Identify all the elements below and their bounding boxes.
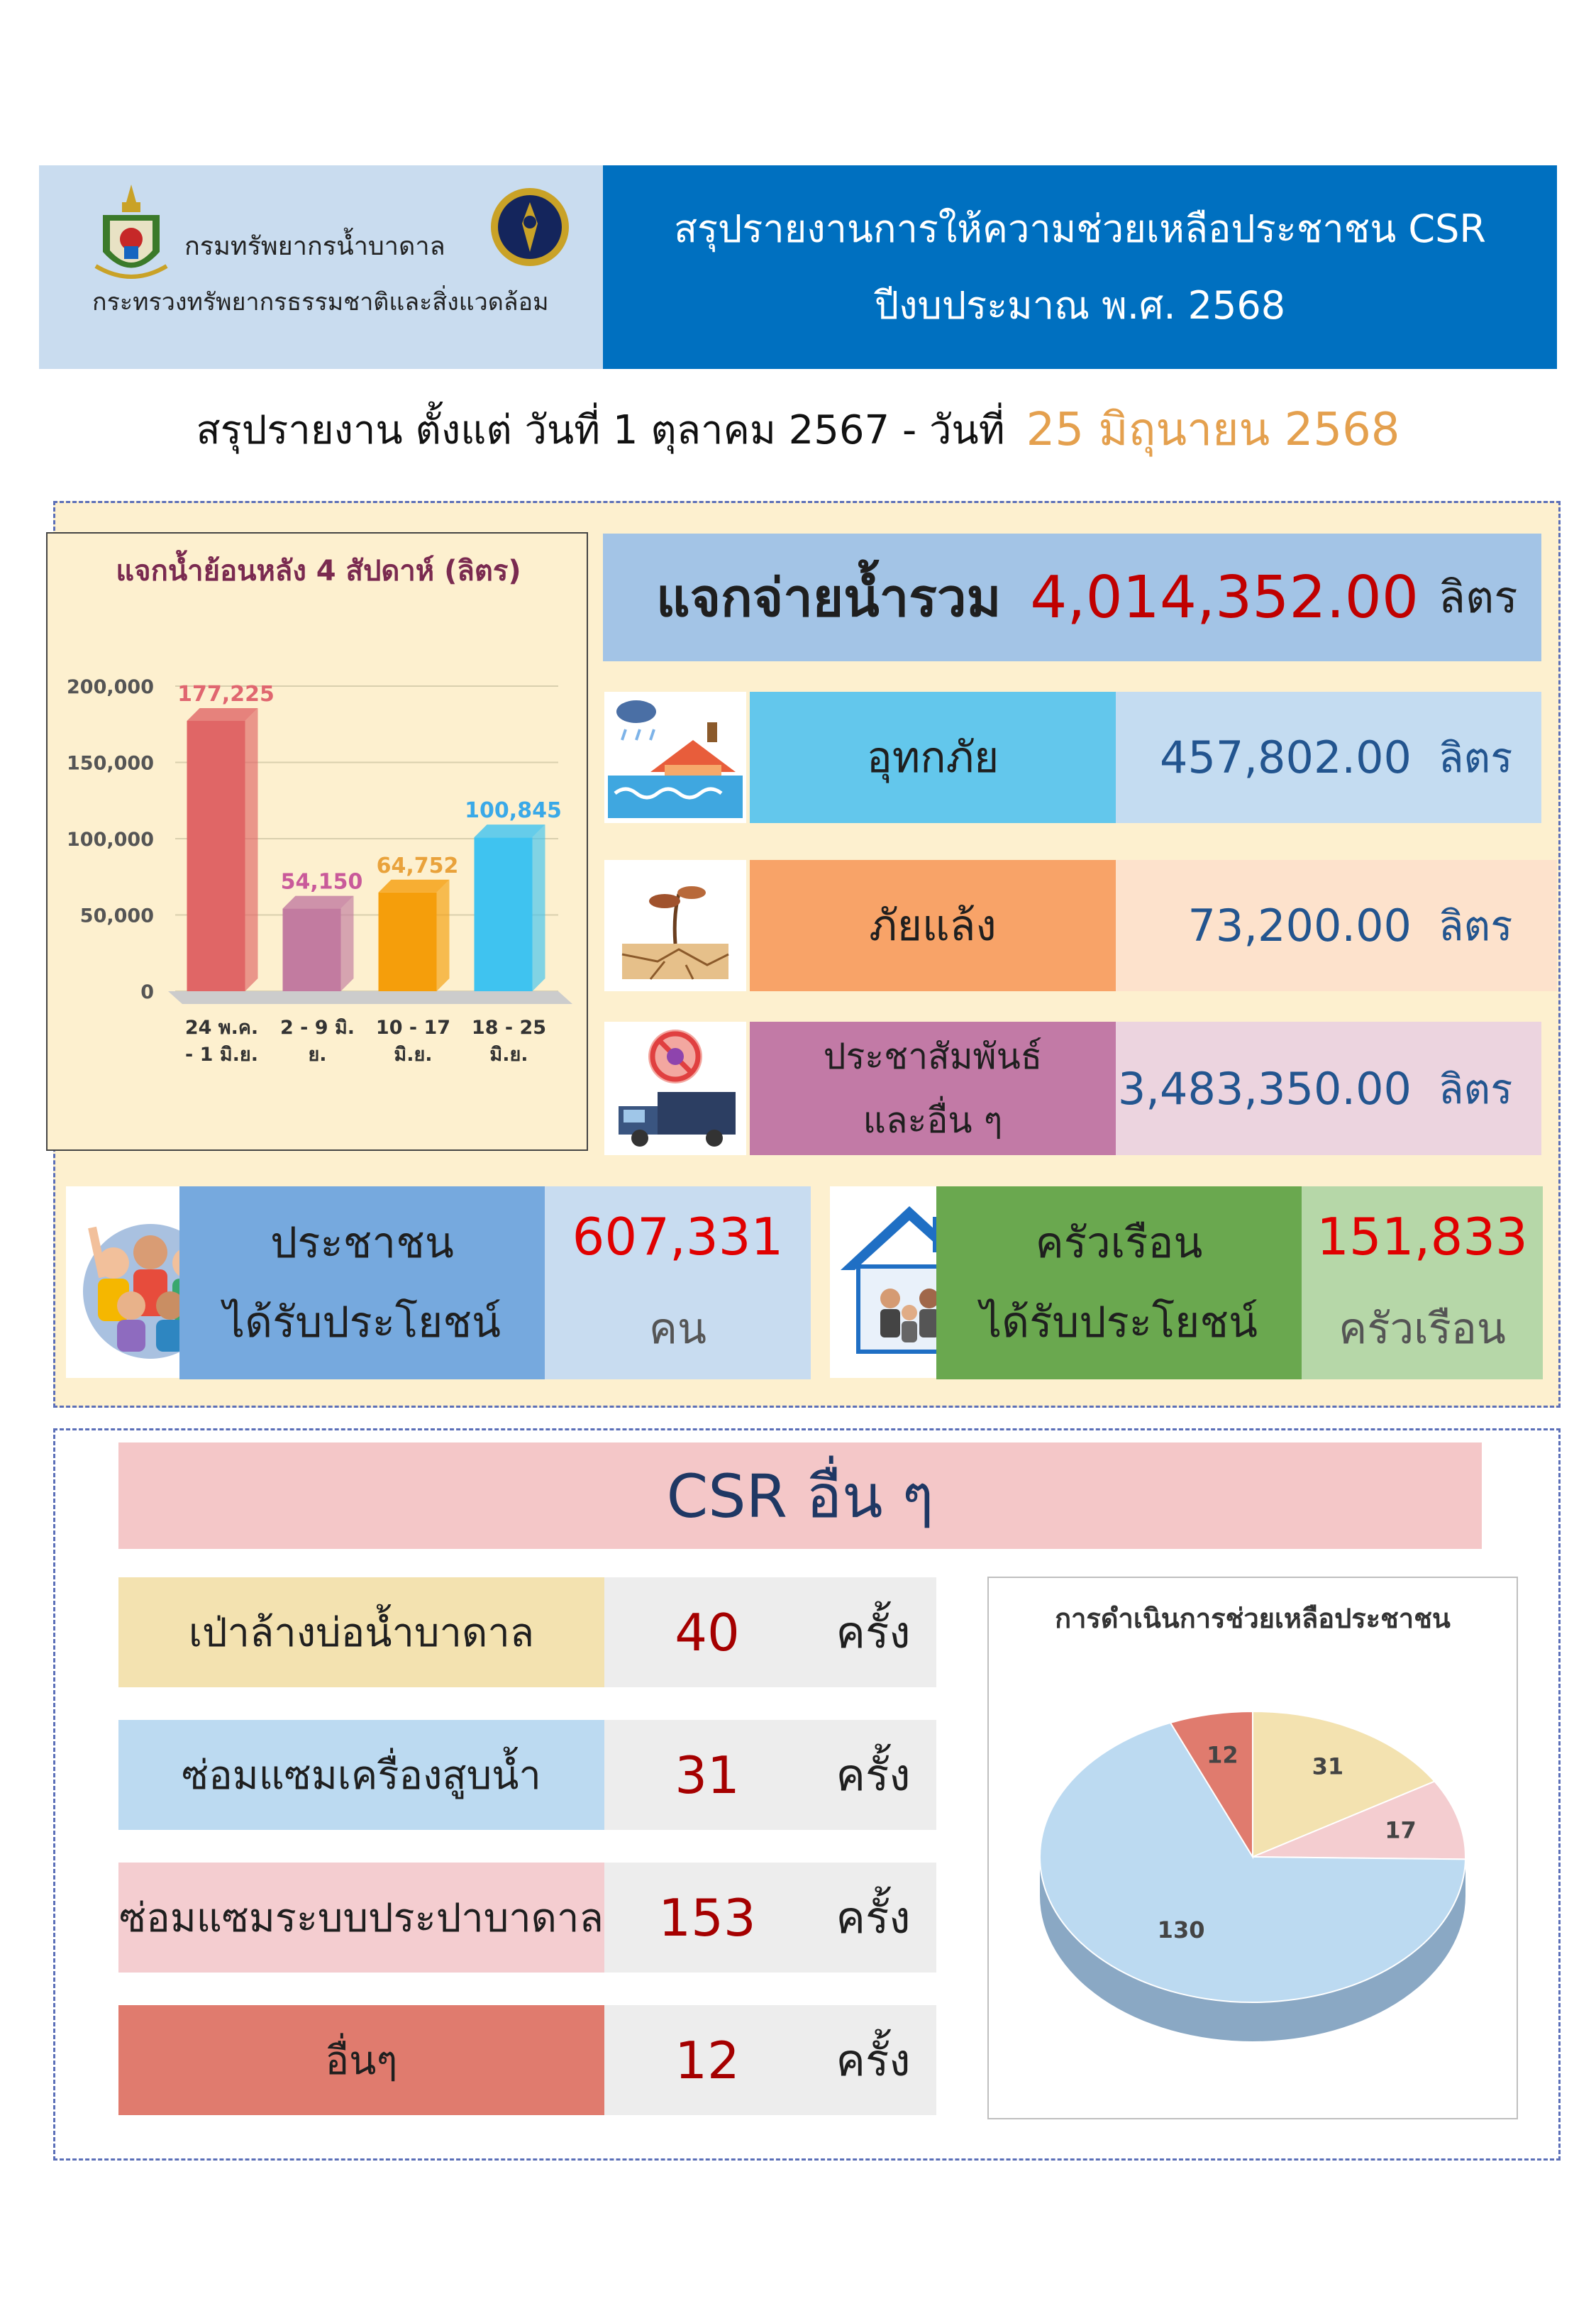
bar-category-label: - 1 มิ.ย. [185,1044,258,1066]
bar-side [437,880,450,991]
csr-item-pump-repair-value: 31 [604,1720,810,1830]
household-label-line1: ครัวเรือน [1035,1218,1203,1268]
truck-icon [604,1022,746,1155]
bar-ytick-label: 150,000 [67,752,154,775]
category-pr-label-line1: ประชาสัมพันธ์ [823,1036,1043,1077]
report-period [0,394,1596,465]
org-name: กรมทรัพยากรน้ำบาดาล [184,232,445,261]
ministry-seal-icon [489,181,571,273]
people-count: 607,331 [572,1207,784,1267]
pie-slice-label: 17 [1385,1816,1417,1844]
bar-ytick-label: 200,000 [67,676,154,698]
people-label-line2: ได้รับประโยชน์ [223,1298,501,1347]
bar-value-label: 177,225 [177,681,275,707]
category-pr-label-line2: และอื่น ๆ [863,1100,1003,1141]
category-flood-label-text: อุทกภัย [866,733,999,783]
bar [475,837,533,991]
csr-title: CSR อื่น ๆ [118,1442,1482,1549]
csr-item-pump-repair-label: ซ่อมแซมเครื่องสูบน้ำ [118,1720,604,1830]
bar-ytick-label: 50,000 [79,905,154,927]
csr-item-well-flush-unit: ครั้ง [810,1577,936,1687]
people-beneficiary-value [545,1186,811,1379]
csr-item-water-system-repair-unit: ครั้ง [810,1863,936,1973]
csr-item-water-system-repair-label: ซ่อมแซมระบบประปาบาดาล [118,1863,604,1973]
bar-category-label: 10 - 17 [375,1017,451,1039]
people-beneficiary-label [179,1186,545,1379]
csr-item-well-flush-value: 40 [604,1577,810,1687]
bar-category-label: ย. [308,1044,327,1066]
total-unit: ลิตร [1439,571,1518,623]
category-drought-label-text: ภัยแล้ง [869,901,997,951]
category-pr-unit: ลิตร [1439,1064,1513,1113]
bar-chart-canvas [48,534,589,1152]
total-label: แจกจ่ายน้ำรวม [656,568,1002,629]
bar-value-label: 100,845 [465,798,562,824]
category-drought-value: 73,200.00 [1187,900,1412,951]
bar-category-label: 2 - 9 มิ. [279,1017,355,1039]
report-title [603,165,1557,369]
bar-category-label: มิ.ย. [394,1044,433,1066]
ministry-name: กระทรวงทรัพยากรธรรมชาติและสิ่งแวดล้อม [92,288,549,316]
people-label-line1: ประชาชน [270,1218,454,1268]
household-count: 151,833 [1317,1207,1528,1267]
household-beneficiary-value [1302,1186,1543,1379]
csr-item-other-unit: ครั้ง [810,2005,936,2115]
period-end-date: 25 มิถุนายน 2568 [1026,404,1400,456]
bar-side [245,708,258,991]
csr-item-well-flush-label: เป่าล้างบ่อน้ำบาดาล [118,1577,604,1687]
category-flood-unit: ลิตร [1439,734,1513,782]
category-drought-unit: ลิตร [1439,902,1513,950]
bar-chart-title: แจกน้ำย้อนหลัง 4 สัปดาห์ (ลิตร) [116,555,521,587]
people-unit: คน [648,1304,707,1354]
csr-item-other-label: อื่นๆ [118,2005,604,2115]
period-prefix: สรุปรายงาน ตั้งแต่ วันที่ 1 ตุลาคม 2567 - วันที่ [196,407,1005,453]
report-title-line2: ปีงบประมาณ พ.ศ. 2568 [874,282,1286,328]
household-label-line2: ได้รับประโยชน์ [980,1298,1258,1347]
bar-category-label: 24 พ.ค. [184,1017,259,1039]
bar-floor [168,991,572,1004]
bar [283,909,341,991]
bar-ytick-label: 100,000 [67,829,154,851]
category-pr-value: 3,483,350.00 [1117,1062,1412,1115]
pie-chart-canvas [987,1577,1518,2119]
csr-item-pump-repair-unit: ครั้ง [810,1720,936,1830]
csr-item-other-value: 12 [604,2005,810,2115]
bar-value-label: 54,150 [280,869,363,895]
category-flood-value: 457,802.00 [1160,732,1412,783]
weekly-bar-chart [46,532,588,1151]
household-beneficiary-label [936,1186,1302,1379]
bar-category-label: มิ.ย. [489,1044,528,1066]
pie-chart-title: การดำเนินการช่วยเหลือประชาชน [1055,1603,1451,1634]
department-logo-icon [92,181,170,287]
bar [379,893,437,991]
total-value: 4,014,352.00 [1030,563,1419,631]
csr-item-water-system-repair-value: 153 [604,1863,810,1973]
bar-side [341,896,354,991]
pie-slice-label: 130 [1157,1916,1205,1943]
household-unit: ครัวเรือน [1339,1304,1506,1354]
bar-side [533,824,545,991]
drought-icon [604,860,746,991]
bar-category-label: 18 - 25 [471,1017,547,1039]
flood-icon [604,692,746,823]
report-title-line1: สรุปรายงานการให้ความช่วยเหลือประชาชน CSR [674,206,1486,251]
bar [187,721,245,991]
pie-slice-label: 12 [1207,1741,1238,1769]
bar-value-label: 64,752 [376,853,459,878]
bar-ytick-label: 0 [140,981,154,1003]
pie-slice-label: 31 [1312,1753,1344,1780]
